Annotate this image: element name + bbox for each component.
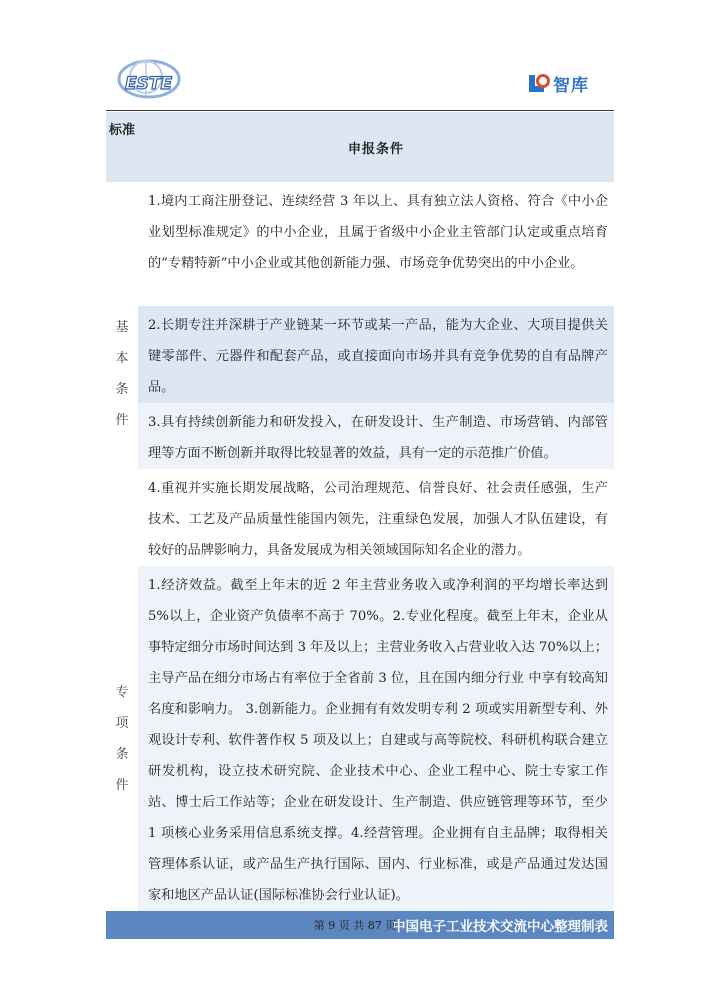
- basic-item-3: 3.具有持续创新能力和研发投入，在研发设计、生产制造、市场营销、内部管理等方面不断创新并取得比较显著的效益，具有一定的示范推广价值。: [138, 403, 614, 469]
- table-row: [106, 306, 614, 403]
- table-row: [106, 403, 614, 469]
- page-number: 第 9 页 共 87 页: [313, 919, 397, 932]
- basic-item-4: 4.重视并实施长期发展战略，公司治理规范、信誉良好、社会责任感强，生产技术、工艺及产品质量性能国内领先，注重绿色发展，加强人才队伍建设，有较好的品牌影响力，具备发展成为相关领域国际知名企业的潜力。: [138, 469, 614, 566]
- basic-item-1: 1.境内工商注册登记、连续经营 3 年以上、具有独立法人资格、符合《中小企业划型标准规定》的中小企业，且属于省级中小企业主管部门认定或重点培育的“专精特新”中小企业或其他创新能力强、市场竞争优势突出的中小企业。: [138, 182, 614, 306]
- header-rule: [106, 110, 614, 111]
- table-header-row: [106, 112, 614, 182]
- col1-header: 标准: [106, 112, 138, 182]
- table-row: [106, 182, 614, 306]
- table-row: [106, 469, 614, 566]
- svg-text:ESTE: ESTE: [125, 74, 173, 94]
- basic-category-cell: [106, 182, 138, 566]
- special-conditions-text: 1.经济效益。截至上年末的近 2 年主营业务收入或净利润的平均增长率达到 5%以上，企业资产负债率不高于 70%。2.专业化程度。截至上年末，企业从事特定细分市场时间达到 3 年及以上；主营业务收入占营业收入达 70%以上；主导产品在细分市场占有率位于全省前 3 位，且在国内细分行业 中享有较高知名度和影响力。 3.创新能力。企业拥有有效发明专利 2 项或实用新型专利、外观设计专利、软件著作权 5 项及以上；自建或与高等院校、科研机构联合建立研发机构，设立技术研究院、企业技术中心、企业工程中心、院士专家工作站、博士后工作站等；企业在研发设计、生产制造、供应链管理等环节，至少 1 项核心业务采用信息系统支撑。4.经营管理。企业拥有自主品牌；取得相关管理体系认证，或产品生产执行国际、国内、行业标准，或是产品通过发达国家和地区产品认证(国际标准协会行业认证)。: [138, 566, 614, 911]
- special-category-label: 专项条件: [115, 684, 129, 793]
- basic-category-label: 基本条件: [115, 320, 129, 428]
- table-row: [106, 566, 614, 911]
- criteria-table: [106, 112, 614, 939]
- zhiku-logo: [528, 70, 589, 96]
- col2-header: 申报条件: [138, 112, 614, 182]
- basic-item-2: 2.长期专注并深耕于产业链某一环节或某一产品，能为大企业、大项目提供关键零部件、元器件和配套产品，或直接面向市场并具有竞争优势的自有品牌产品。: [138, 306, 614, 403]
- zhiku-logo-text: 智库: [553, 75, 589, 96]
- zhiku-mark-icon: [528, 72, 550, 94]
- special-category-cell: [106, 566, 138, 911]
- table-footer-source: 中国电子工业技术交流中心整理制表: [106, 911, 614, 939]
- este-logo: [116, 56, 182, 102]
